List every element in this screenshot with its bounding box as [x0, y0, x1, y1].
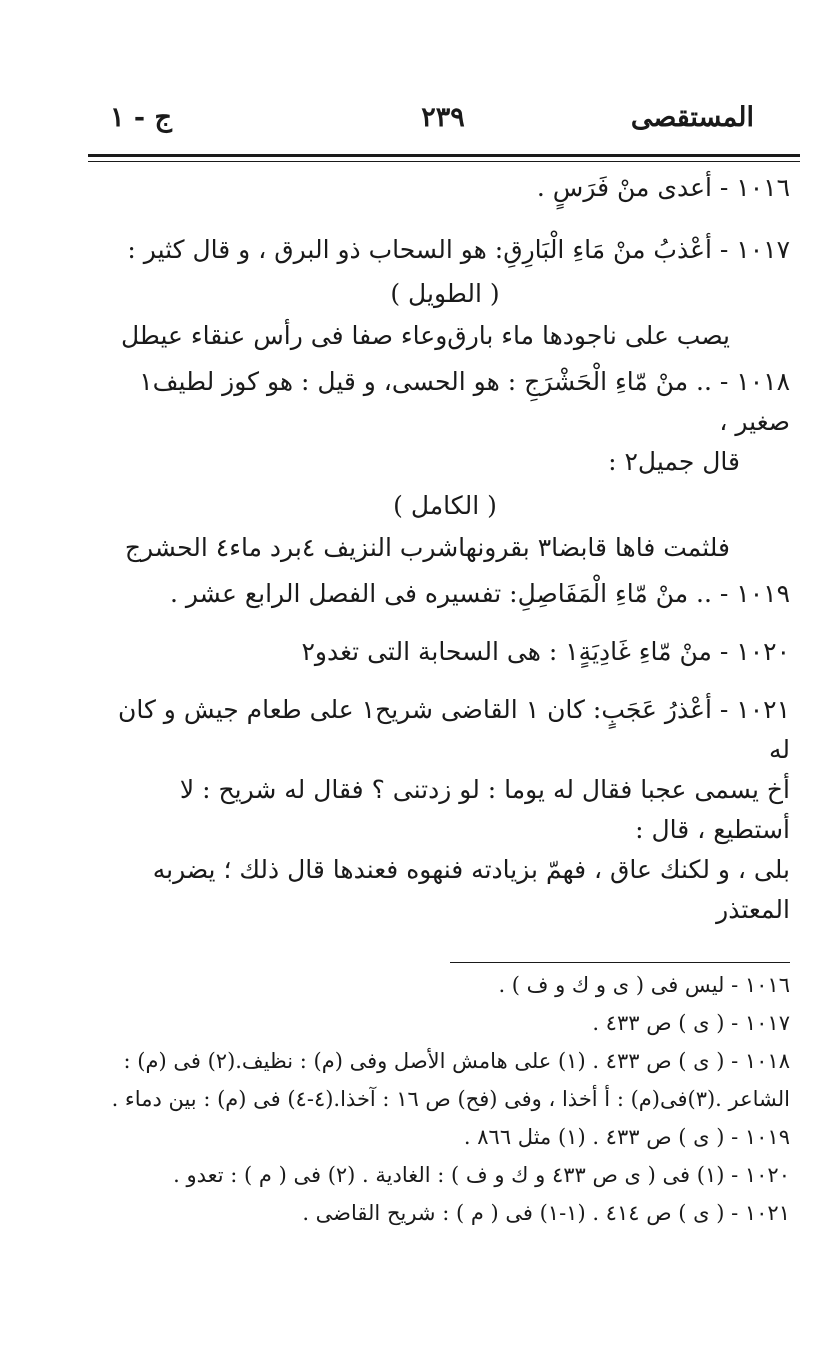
meter-label-tawil: ( الطويل ) — [390, 279, 500, 308]
entry-1021-line-2: أخ يسمى عجبا فقال له يوما : لو زدتنى ؟ فقال له شريح : لا أستطيع ، قال : — [179, 775, 790, 844]
entry-1020: ١٠٢٠ - منْ مّاءِ غَادِيَةٍ١ : هى السحابة التى تغدو٢ — [301, 637, 790, 666]
page-header — [88, 92, 798, 152]
verse-2 — [100, 528, 790, 568]
verse-1-second-hemistich: وعاء صفا فى رأس عنقاء عيطل — [121, 321, 448, 350]
entry-1018: ١٠١٨ - .. منْ مّاءِ الْحَشْرَجِ : هو الحسى، و قيل : هو كوز لطيف١ صغير ، — [139, 367, 790, 436]
entry-1018-continued: قال جميل٢ : — [608, 447, 740, 476]
footnote-1016: ١٠١٦ - ليس فى ( ى و ك و ف ) . — [498, 973, 790, 997]
entry-1016: ١٠١٦ - أعدى منْ فَرَسٍ . — [536, 173, 790, 202]
book-title: المستقصى — [630, 102, 754, 133]
entry-1021: ١٠٢١ - أعْذرُ عَجَبٍ: كان ١ القاضى شريح١ على طعام جيش و كان له — [117, 695, 790, 764]
verse-2-first-hemistich: فلثمت فاها قابضا٣ بقرونها — [458, 533, 730, 562]
footnote-separator — [450, 962, 790, 963]
page-number: ٢٣٩ — [421, 102, 465, 133]
footnote-1018-continued: الشاعر .(٣)فى(م) : أ أخذا ، وفى (فح) ص ١٦ : آخذا.(٤-٤) فى (م) : بين دماء . — [111, 1087, 790, 1111]
footnote-1019: ١٠١٩ - ( ى ) ص ٤٣٣ . (١) مثل ٨٦٦ . — [463, 1125, 790, 1149]
entry-1019: ١٠١٩ - .. منْ مّاءِ الْمَفَاصِلِ: تفسيره فى الفصل الرابع عشر . — [169, 579, 790, 608]
footnote-1017: ١٠١٧ - ( ى ) ص ٤٣٣ . — [592, 1011, 790, 1035]
footnote-1020: ١٠٢٠ - (١) فى ( ى ص ٤٣٣ و ك و ف ) : الغادية . (٢) فى ( م ) : تعدو . — [173, 1163, 790, 1187]
verse-1 — [100, 316, 790, 356]
header-rule-thick — [88, 154, 800, 157]
entry-1021-line-3: بلى ، و لكنك عاق ، فهمّ بزيادته فنهوه فعندها قال ذلك ؛ يضربه المعتذر — [152, 855, 790, 924]
verse-1-first-hemistich: يصب على ناجودها ماء بارق — [447, 321, 730, 350]
footnote-1021: ١٠٢١ - ( ى ) ص ٤١٤ . (١-١) فى ( م ) : شريح القاضى . — [302, 1201, 790, 1225]
verse-2-second-hemistich: شرب النزيف ٤برد ماء٤ الحشرج — [124, 533, 459, 562]
main-text — [100, 168, 790, 930]
footnotes — [100, 966, 790, 1232]
meter-label-kamil: ( الكامل ) — [393, 491, 497, 520]
volume-label: ج - ١ — [110, 102, 172, 133]
footnote-1018: ١٠١٨ - ( ى ) ص ٤٣٣ . (١) على هامش الأصل وفى (م) : نظيف.(٢) فى (م) : — [123, 1049, 790, 1073]
header-rule-thin — [88, 161, 800, 162]
entry-1017: ١٠١٧ - أعْذبُ منْ مَاءِ الْبَارِقِ: هو السحاب ذو البرق ، و قال كثير : — [127, 235, 790, 264]
